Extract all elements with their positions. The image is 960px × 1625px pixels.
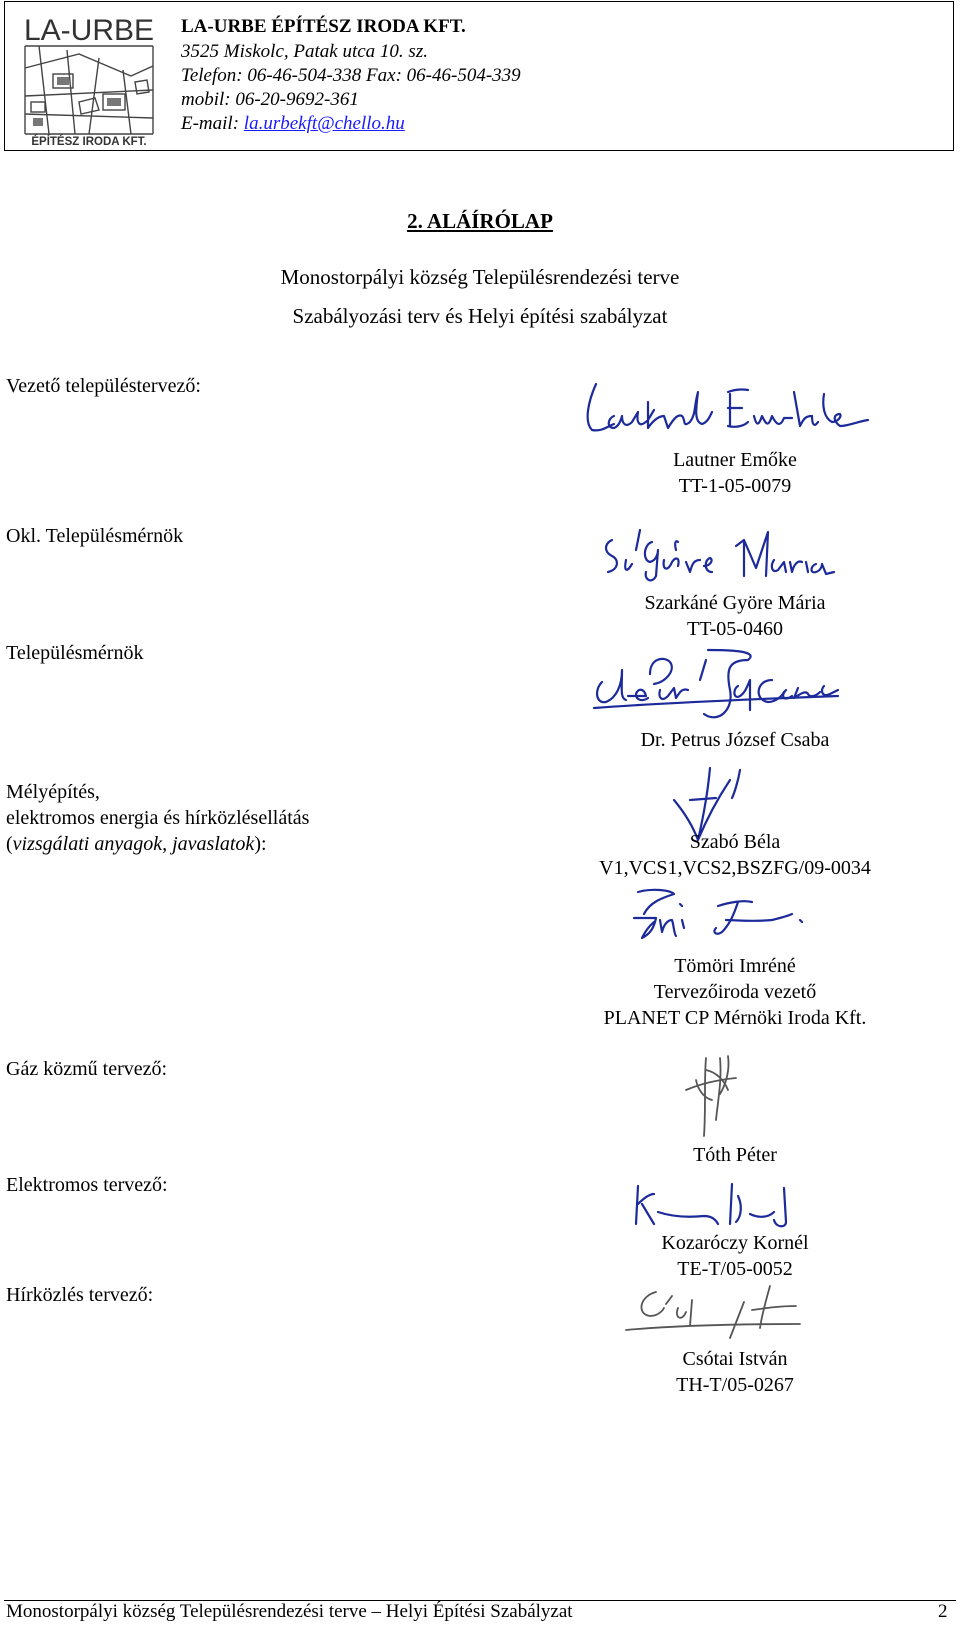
- email-link[interactable]: la.urbekft@chello.hu: [243, 113, 405, 134]
- role-engineer: Településmérnök: [6, 642, 144, 664]
- role-lead-planner: Vezető településtervező:: [6, 375, 201, 397]
- signer-kozaroczy-id: TE-T/05-0052: [677, 1258, 793, 1280]
- role-electrical-designer: Elektromos tervező:: [6, 1174, 168, 1196]
- plan-title: Monostorpályi község Településrendezési terve: [280, 265, 680, 289]
- signer-tomori: [550, 953, 920, 1031]
- page-title: [0, 208, 960, 234]
- signer-kozaroczy-name: Kozaróczy Kornél: [661, 1232, 809, 1254]
- letterhead: [4, 1, 954, 151]
- company-mobile: mobil: 06-20-9692-361: [181, 89, 359, 110]
- role-civil-open: (: [6, 833, 13, 855]
- company-contact: [181, 14, 521, 136]
- signer-szarkane-name: Szarkáné Györe Mária: [644, 592, 826, 614]
- role-civil-line-2: elektromos energia és hírközlésellátás: [6, 807, 310, 829]
- company-name: LA-URBE ÉPÍTÉSZ IRODA KFT.: [181, 16, 466, 37]
- signature-toth: [676, 1050, 756, 1140]
- role-civil-italic: vizsgálati anyagok, javaslatok: [12, 833, 255, 855]
- signature-tomori: [612, 884, 812, 948]
- signature-kozaroczy: [624, 1176, 804, 1234]
- page-number: 2: [938, 1601, 948, 1622]
- signature-lautner: [578, 372, 878, 444]
- company-email-line: [181, 112, 521, 136]
- plan-subtitle: Szabályozási terv és Helyi építési szabályzat: [292, 304, 668, 328]
- signer-szabo-id: V1,VCS1,VCS2,BSZFG/09-0034: [599, 857, 871, 879]
- signature-csotai: [620, 1282, 810, 1342]
- signer-petrus: [550, 727, 920, 753]
- email-prefix: E-mail:: [181, 113, 244, 134]
- signer-lautner-id: TT-1-05-0079: [678, 475, 792, 497]
- role-civil-line-3: [6, 831, 309, 857]
- signer-szabo: [550, 829, 920, 881]
- signer-petrus-name: Dr. Petrus József Csaba: [640, 729, 830, 751]
- company-phone-fax: Telefon: 06-46-504-338 Fax: 06-46-504-339: [181, 65, 521, 86]
- company-logo: [19, 6, 159, 148]
- signer-kozaroczy: [550, 1230, 920, 1282]
- signer-toth-name: Tóth Péter: [693, 1144, 777, 1166]
- signer-csotai-name: Csótai István: [682, 1348, 788, 1370]
- signer-tomori-company: PLANET CP Mérnöki Iroda Kft.: [603, 1007, 867, 1029]
- company-address: 3525 Miskolc, Patak utca 10. sz.: [181, 41, 428, 62]
- signer-szarkane-id: TT-05-0460: [687, 618, 783, 640]
- logo-wordmark: LA-URBE: [23, 14, 155, 47]
- signer-szabo-name: Szabó Béla: [689, 831, 781, 853]
- signer-toth: [550, 1142, 920, 1168]
- role-chartered-engineer: Okl. Településmérnök: [6, 525, 184, 547]
- role-civil-close: ):: [254, 833, 267, 855]
- signature-petrus: [588, 640, 848, 726]
- signer-tomori-name: Tömöri Imréné: [674, 955, 796, 977]
- signature-szarkane: [596, 520, 836, 590]
- signer-lautner: [550, 447, 920, 499]
- logo-subtitle: ÉPÍTÉSZ IRODA KFT.: [31, 136, 147, 148]
- role-civil-engineering: [6, 779, 309, 857]
- signer-csotai-id: TH-T/05-0267: [676, 1374, 794, 1396]
- signer-csotai: [550, 1346, 920, 1398]
- page-title-text: 2. ALÁÍRÓLAP: [407, 209, 553, 233]
- signer-tomori-role: Tervezőiroda vezető: [653, 981, 817, 1003]
- footer-text: Monostorpályi község Településrendezési terve – Helyi Építési Szabályzat: [6, 1601, 573, 1622]
- signer-lautner-name: Lautner Emőke: [673, 449, 797, 471]
- role-telecom-designer: Hírközlés tervező:: [6, 1284, 154, 1306]
- role-gas-designer: Gáz közmű tervező:: [6, 1058, 168, 1080]
- signer-szarkane: [550, 590, 920, 642]
- role-civil-line-1: Mélyépítés,: [6, 781, 100, 803]
